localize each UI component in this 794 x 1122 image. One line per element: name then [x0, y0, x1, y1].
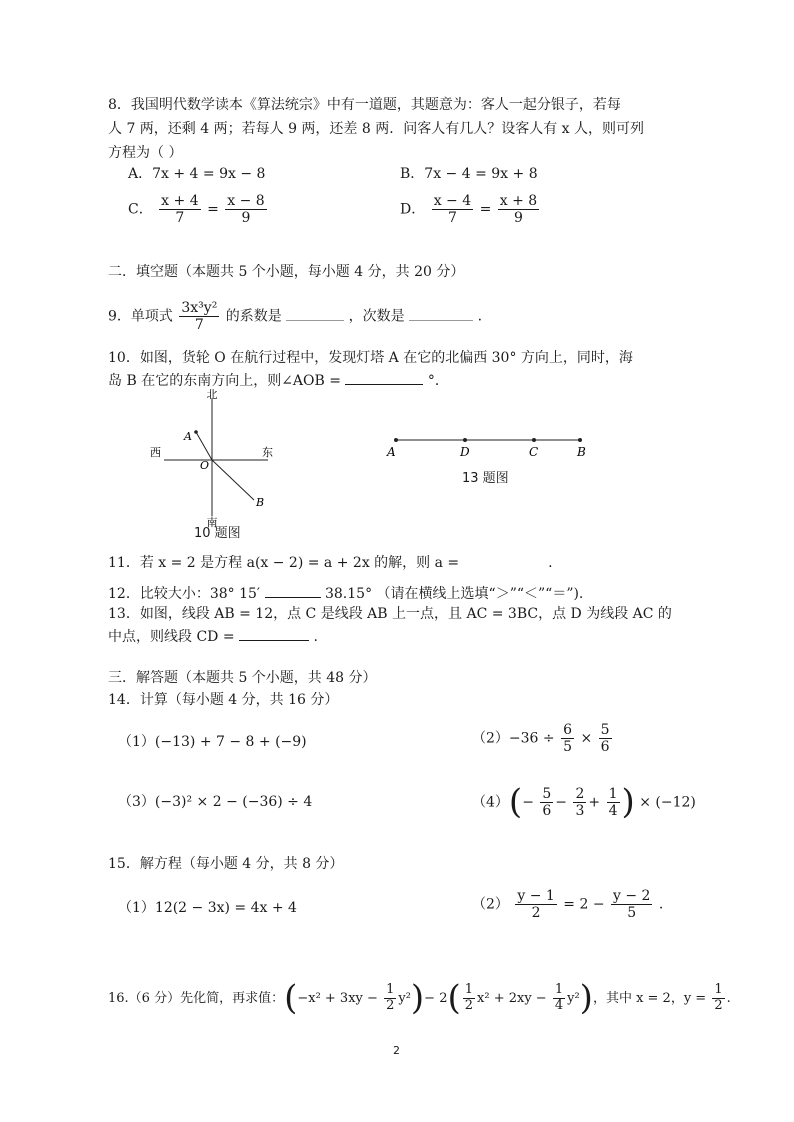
fraction: $\frac{y - 1}{2}$	[517, 888, 555, 922]
fraction: $\frac{x + 4}{7}$	[161, 193, 199, 227]
answer-blank[interactable]	[345, 384, 423, 385]
label-c: C	[529, 445, 539, 459]
q8-line3: 方程为（ ）	[108, 145, 183, 161]
figure-10	[140, 388, 290, 528]
fraction: $\frac{1}{2}$	[464, 981, 474, 1013]
west-label: 西	[150, 446, 161, 459]
q14-part4: （4）(− $\frac{5}{6}$ − $\frac{2}{3}$ + $\frac{1}{4}$ ) × (−12)	[472, 782, 696, 822]
point-a	[394, 438, 398, 442]
q14-part1: （1）(−13) + 7 − 8 + (−9)	[118, 734, 307, 750]
south-label: 南	[206, 516, 218, 528]
answer-blank[interactable]	[409, 320, 473, 321]
monomial-fraction: $\frac{\text{3x³y²}}{7}$	[181, 300, 218, 334]
point-c	[532, 438, 536, 442]
point-d	[463, 438, 467, 442]
fraction: $\frac{1}{2}$	[386, 981, 395, 1013]
fraction: $\frac{y - 2}{5}$	[613, 888, 651, 922]
label-a: A	[387, 445, 396, 459]
fraction: $\frac{1}{4}$	[608, 785, 618, 819]
answer-blank[interactable]	[265, 597, 321, 598]
label-a: A	[184, 430, 192, 443]
q10-line1: 10．如图，货轮 O 在航行过程中，发现灯塔 A 在它的北偏西 30° 方向上，同时，海	[108, 350, 633, 366]
label-o: O	[200, 459, 210, 472]
fraction: $\frac{5}{6}$	[542, 785, 552, 819]
q15-title: 15．解方程（每小题 4 分，共 8 分）	[108, 856, 344, 872]
q8-line1: 8．我国明代数学读本《算法统宗》中有一道题，其题意为：客人一起分银子，若每	[108, 97, 621, 113]
q8-option-a: A．7x + 4 = 9x − 8	[128, 166, 266, 182]
figure-13-caption: 13 题图	[462, 471, 509, 486]
fraction: $\frac{1}{4}$	[554, 981, 564, 1013]
q9: 9．单项式 $\frac{\text{3x³y²}}{7}$ 的系数是 ，次数是 .	[108, 300, 483, 334]
q14-part3: （3）(−3)² × 2 − (−36) ÷ 4	[118, 794, 313, 810]
fraction: $\frac{x + 8}{9}$	[499, 193, 538, 227]
label-d: D	[460, 445, 470, 459]
q10-line2: 岛 B 在它的东南方向上，则∠AOB = °．	[108, 373, 449, 389]
answer-blank[interactable]	[239, 640, 309, 641]
option-c-label: C．	[128, 201, 153, 218]
q8-option-b: B．7x − 4 = 9x + 8	[400, 166, 538, 182]
point-b	[578, 438, 582, 442]
figure-13	[380, 430, 590, 470]
q8-option-d: D． $\frac{x - 4}{7}$ = $\frac{x + 8}{9}$	[400, 193, 538, 227]
q13-line2: 中点，则线段 CD = .	[108, 629, 318, 645]
q15-part1: （1）12(2 − 3x) = 4x + 4	[118, 900, 297, 916]
q12: 12．比较大小：38° 15′ 38.15° （请在横线上选填“＞”“＜”“＝”).	[108, 586, 584, 602]
option-d-label: D．	[400, 201, 426, 218]
q13-line1: 13．如图，线段 AB = 12，点 C 是线段 AB 上一点，且 AC = 3BC，点 D 为线段 AC 的	[108, 606, 672, 622]
section-3-title: 三．解答题（本题共 5 个小题，共 48 分）	[108, 670, 377, 686]
q14-title: 14．计算（每小题 4 分，共 16 分）	[108, 692, 339, 708]
page-number: 2	[393, 1044, 400, 1057]
section-2-title: 二．填空题（本题共 5 个小题，每小题 4 分，共 20 分）	[108, 264, 465, 280]
q11: 11．若 x = 2 是方程 a(x − 2) = a + 2x 的解，则 a = .	[108, 555, 553, 571]
answer-blank[interactable]	[286, 320, 344, 321]
q8-option-c: C． $\frac{x + 4}{7}$ = $\frac{x - 8}{9}$	[128, 193, 265, 227]
fraction: $\frac{x - 8}{9}$	[227, 193, 265, 227]
fraction: $\frac{6}{5}$	[563, 722, 573, 756]
fraction: $\frac{1}{2}$	[714, 981, 723, 1013]
label-b: B	[256, 496, 265, 509]
figure-10-caption: 10 题图	[194, 526, 241, 541]
ray-oa	[196, 432, 212, 460]
east-label: 东	[262, 446, 273, 459]
label-b: B	[577, 445, 586, 459]
fraction: $\frac{5}{6}$	[600, 722, 610, 756]
q16: 16.（6 分）先化简，再求值：(−x² + 3xy − $\frac{1}{2}$ y²)− 2( $\frac{1}{2}$ x² + 2xy − $\frac{1}{4}$ y²)，其中 x = 2，y = $\frac{1}{2}$ .	[108, 978, 731, 1018]
point-a	[194, 430, 198, 434]
north-label: 北	[206, 388, 218, 401]
q8-line2: 人 7 两，还剩 4 两；若每人 9 两，还差 8 两．问客人有几人？设客人有 x 人，则可列	[108, 121, 645, 137]
fraction: $\frac{2}{3}$	[575, 785, 585, 819]
q15-part2: （2） $\frac{y - 1}{2}$ = 2 − $\frac{y - 2}{5}$ .	[472, 888, 664, 922]
fraction: $\frac{x - 4}{7}$	[433, 193, 472, 227]
ray-ob	[212, 460, 254, 500]
q14-part2: （2）−36 ÷ $\frac{6}{5}$ × $\frac{5}{6}$	[472, 722, 610, 756]
